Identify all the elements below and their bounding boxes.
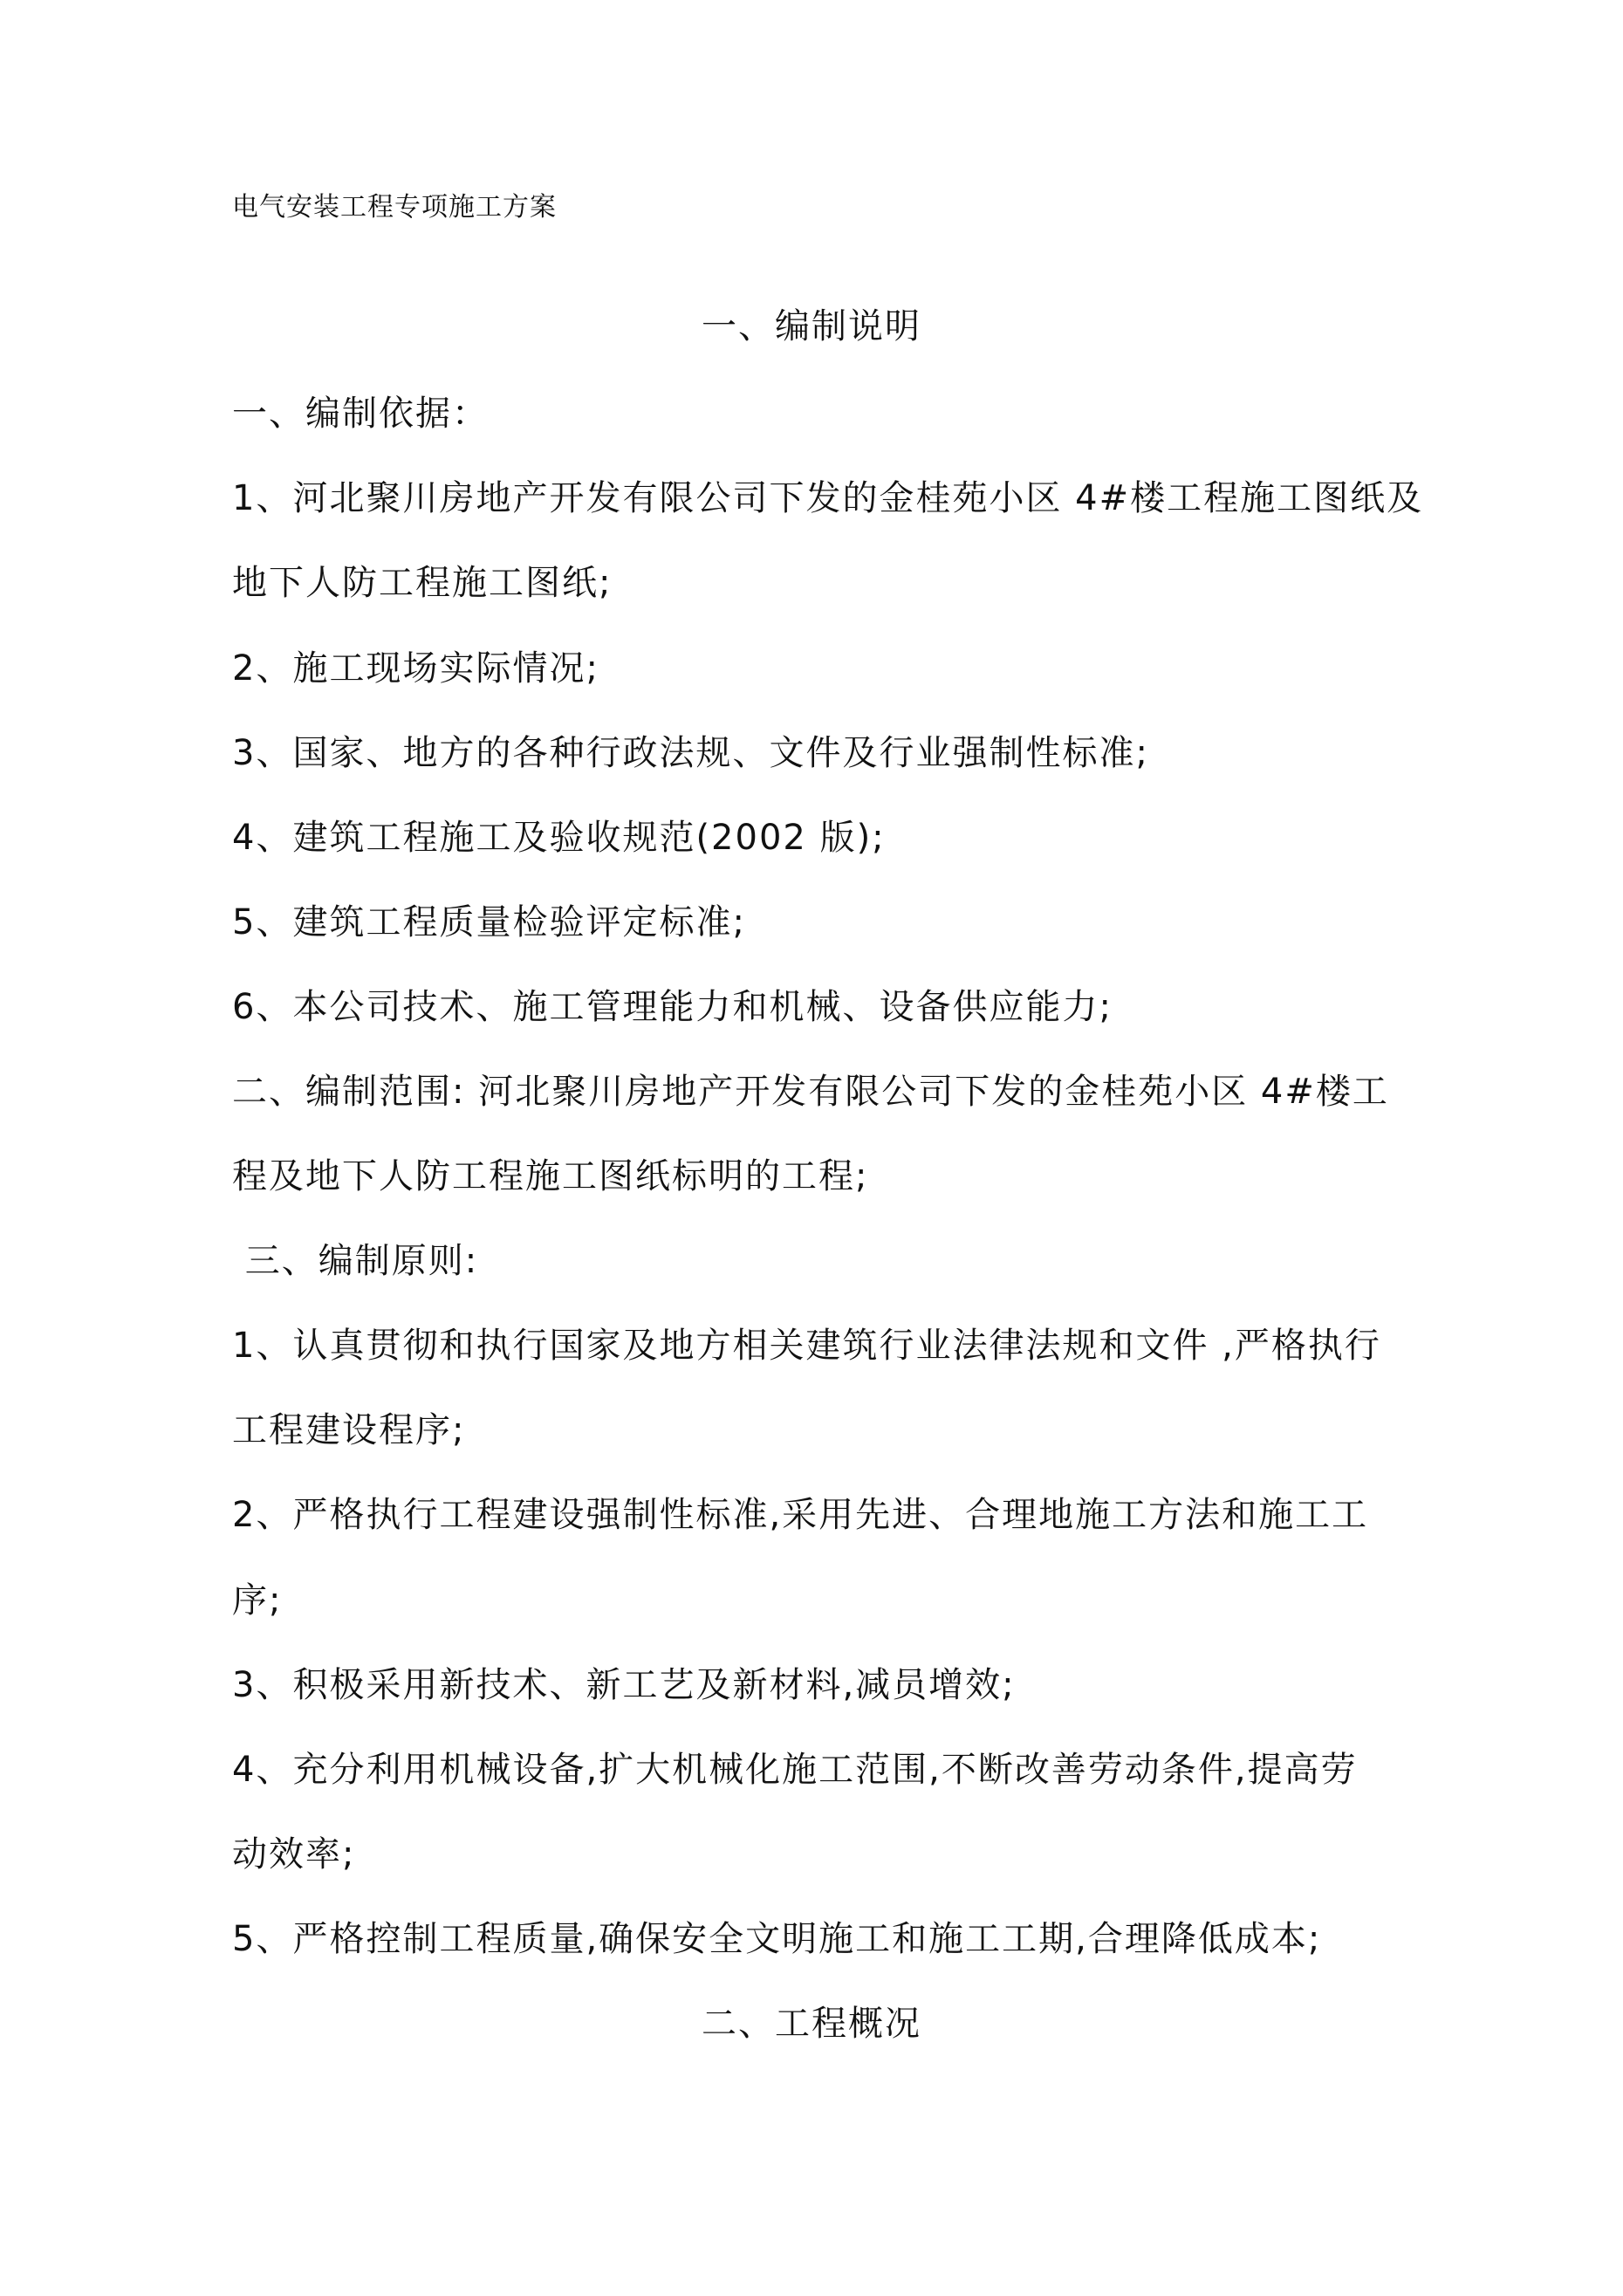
section-1-heading: 一、编制说明: [702, 306, 921, 346]
basis-item-1-cont: 地下人防工程施工图纸;: [232, 563, 613, 603]
section-2-heading: 二、工程概况: [702, 2004, 921, 2044]
principle-item-1: 1、认真贯彻和执行国家及地方相关建筑行业法律法规和文件 ,严格执行: [232, 1326, 1381, 1366]
basis-item-4: 4、建筑工程施工及验收规范(2002 版);: [232, 818, 886, 858]
scope-line-1: 二、编制范围: 河北聚川房地产开发有限公司下发的金桂苑小区 4#楼工: [232, 1072, 1389, 1112]
principle-item-2: 2、严格执行工程建设强制性标准,采用先进、合理地施工方法和施工工: [232, 1495, 1369, 1535]
basis-item-3: 3、国家、地方的各种行政法规、文件及行业强制性标准;: [232, 733, 1149, 773]
basis-item-2: 2、施工现场实际情况;: [232, 648, 599, 689]
principle-item-2-cont: 序;: [232, 1580, 283, 1621]
principles-title: 三、编制原则:: [232, 1241, 479, 1281]
basis-item-6: 6、本公司技术、施工管理能力和机械、设备供应能力;: [232, 987, 1113, 1027]
principle-item-4-cont: 动效率;: [232, 1834, 356, 1874]
scope-line-2: 程及地下人防工程施工图纸标明的工程;: [232, 1156, 869, 1196]
principle-item-1-cont: 工程建设程序;: [232, 1410, 466, 1450]
principle-item-4: 4、充分利用机械设备,扩大机械化施工范围,不断改善劳动条件,提高劳: [232, 1750, 1358, 1790]
basis-title: 一、编制依据：: [232, 394, 489, 434]
document-header-title: 电气安装工程专项施工方案: [232, 192, 557, 223]
basis-item-1: 1、河北聚川房地产开发有限公司下发的金桂苑小区 4#楼工程施工图纸及: [232, 478, 1424, 518]
principle-item-3: 3、积极采用新技术、新工艺及新材料,减员增效;: [232, 1665, 1016, 1705]
principle-item-5: 5、严格控制工程质量,确保安全文明施工和施工工期,合理降低成本;: [232, 1919, 1322, 1959]
basis-item-5: 5、建筑工程质量检验评定标准;: [232, 902, 746, 942]
